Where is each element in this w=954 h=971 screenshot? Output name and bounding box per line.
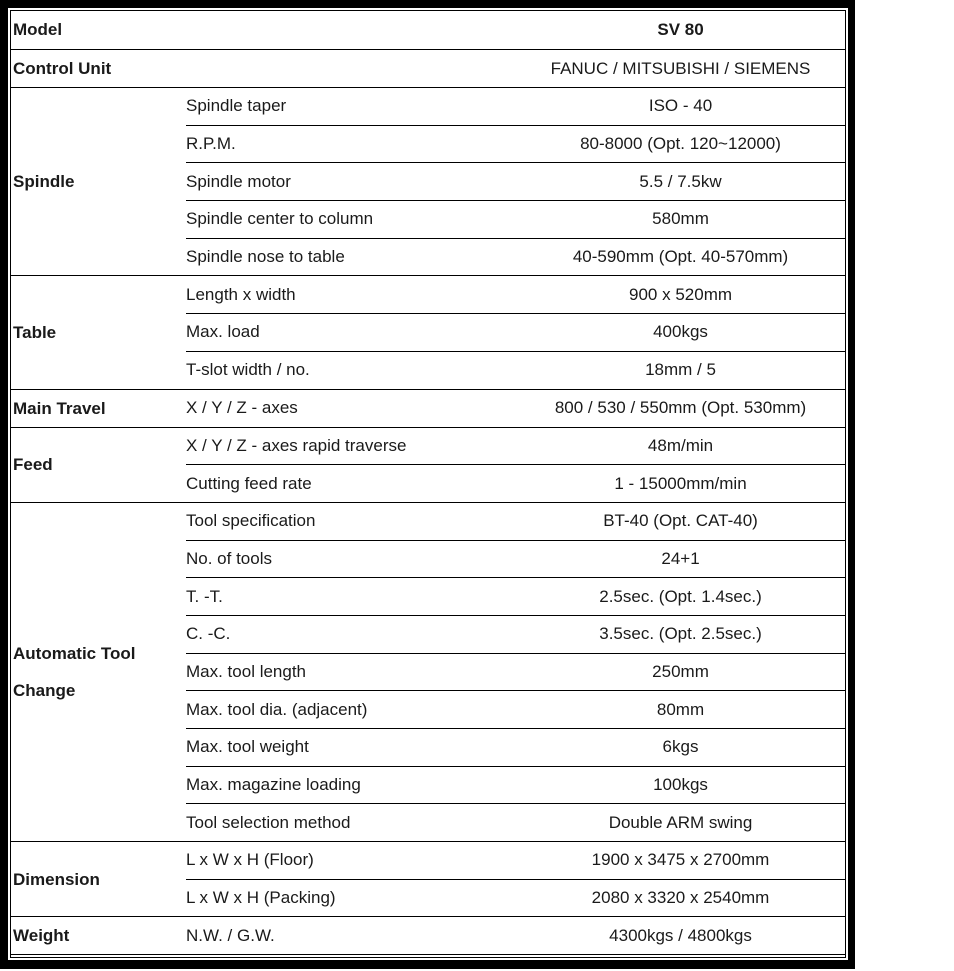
model-label: Model xyxy=(11,11,516,50)
spec-value: 80-8000 (Opt. 120~12000) xyxy=(516,125,845,163)
spec-value: 1900 x 3475 x 2700mm xyxy=(516,842,845,880)
spec-value: 2080 x 3320 x 2540mm xyxy=(516,879,845,917)
spec-value: 18mm / 5 xyxy=(516,351,845,389)
spec-label: Spindle nose to table xyxy=(186,238,516,276)
category-feed: Feed xyxy=(11,427,186,502)
spec-value: BT-40 (Opt. CAT-40) xyxy=(516,502,845,540)
spec-label: Length x width xyxy=(186,276,516,314)
control-unit-row xyxy=(11,50,845,88)
spec-label: Spindle taper xyxy=(186,88,516,126)
model-value: SV 80 xyxy=(516,11,845,50)
spec-table xyxy=(11,11,845,955)
spec-label: Max. tool length xyxy=(186,653,516,691)
spec-value: 400kgs xyxy=(516,314,845,352)
spec-label: Max. magazine loading xyxy=(186,766,516,804)
spec-value: 6kgs xyxy=(516,729,845,767)
spec-label: N.W. / G.W. xyxy=(186,917,516,955)
category-weight: Weight xyxy=(11,917,186,955)
spec-value: 48m/min xyxy=(516,427,845,465)
spec-row xyxy=(11,502,845,540)
spec-label: X / Y / Z - axes xyxy=(186,389,516,427)
spec-value: Double ARM swing xyxy=(516,804,845,842)
spec-value: 40-590mm (Opt. 40-570mm) xyxy=(516,238,845,276)
spec-value: 580mm xyxy=(516,201,845,239)
category-table: Table xyxy=(11,276,186,389)
spec-label: Cutting feed rate xyxy=(186,465,516,503)
control-unit-label: Control Unit xyxy=(11,50,516,88)
spec-label: R.P.M. xyxy=(186,125,516,163)
spec-value: 3.5sec. (Opt. 2.5sec.) xyxy=(516,615,845,653)
control-unit-value: FANUC / MITSUBISHI / SIEMENS xyxy=(516,50,845,88)
spec-row xyxy=(11,88,845,126)
spec-label: Max. tool dia. (adjacent) xyxy=(186,691,516,729)
spec-value: 80mm xyxy=(516,691,845,729)
spec-row xyxy=(11,917,845,955)
spec-row xyxy=(11,389,845,427)
category-automatic-tool-change xyxy=(11,502,186,841)
spec-label: L x W x H (Packing) xyxy=(186,879,516,917)
spec-value: 250mm xyxy=(516,653,845,691)
category-dimension: Dimension xyxy=(11,842,186,917)
spec-value: 2.5sec. (Opt. 1.4sec.) xyxy=(516,578,845,616)
category-spindle: Spindle xyxy=(11,88,186,276)
spec-label: No. of tools xyxy=(186,540,516,578)
category-atc-line2: Change xyxy=(13,680,76,700)
spec-label: C. -C. xyxy=(186,615,516,653)
spec-row xyxy=(11,276,845,314)
spec-row xyxy=(11,842,845,880)
spec-value: 24+1 xyxy=(516,540,845,578)
spec-label: Tool specification xyxy=(186,502,516,540)
spec-label: T-slot width / no. xyxy=(186,351,516,389)
spec-label: X / Y / Z - axes rapid traverse xyxy=(186,427,516,465)
spec-value: 900 x 520mm xyxy=(516,276,845,314)
spec-label: Max. load xyxy=(186,314,516,352)
spec-value: ISO - 40 xyxy=(516,88,845,126)
category-atc-line1: Automatic Tool xyxy=(13,643,136,663)
spec-label: Max. tool weight xyxy=(186,729,516,767)
spec-value: 100kgs xyxy=(516,766,845,804)
spec-value: 5.5 / 7.5kw xyxy=(516,163,845,201)
spec-label: T. -T. xyxy=(186,578,516,616)
spec-label: Spindle center to column xyxy=(186,201,516,239)
spec-label: Tool selection method xyxy=(186,804,516,842)
spec-value: 800 / 530 / 550mm (Opt. 530mm) xyxy=(516,389,845,427)
spec-label: Spindle motor xyxy=(186,163,516,201)
spec-value: 1 - 15000mm/min xyxy=(516,465,845,503)
spec-row xyxy=(11,427,845,465)
model-row xyxy=(11,11,845,50)
spec-label: L x W x H (Floor) xyxy=(186,842,516,880)
category-main-travel: Main Travel xyxy=(11,389,186,427)
table-inner xyxy=(8,8,848,960)
spec-value: 4300kgs / 4800kgs xyxy=(516,917,845,955)
